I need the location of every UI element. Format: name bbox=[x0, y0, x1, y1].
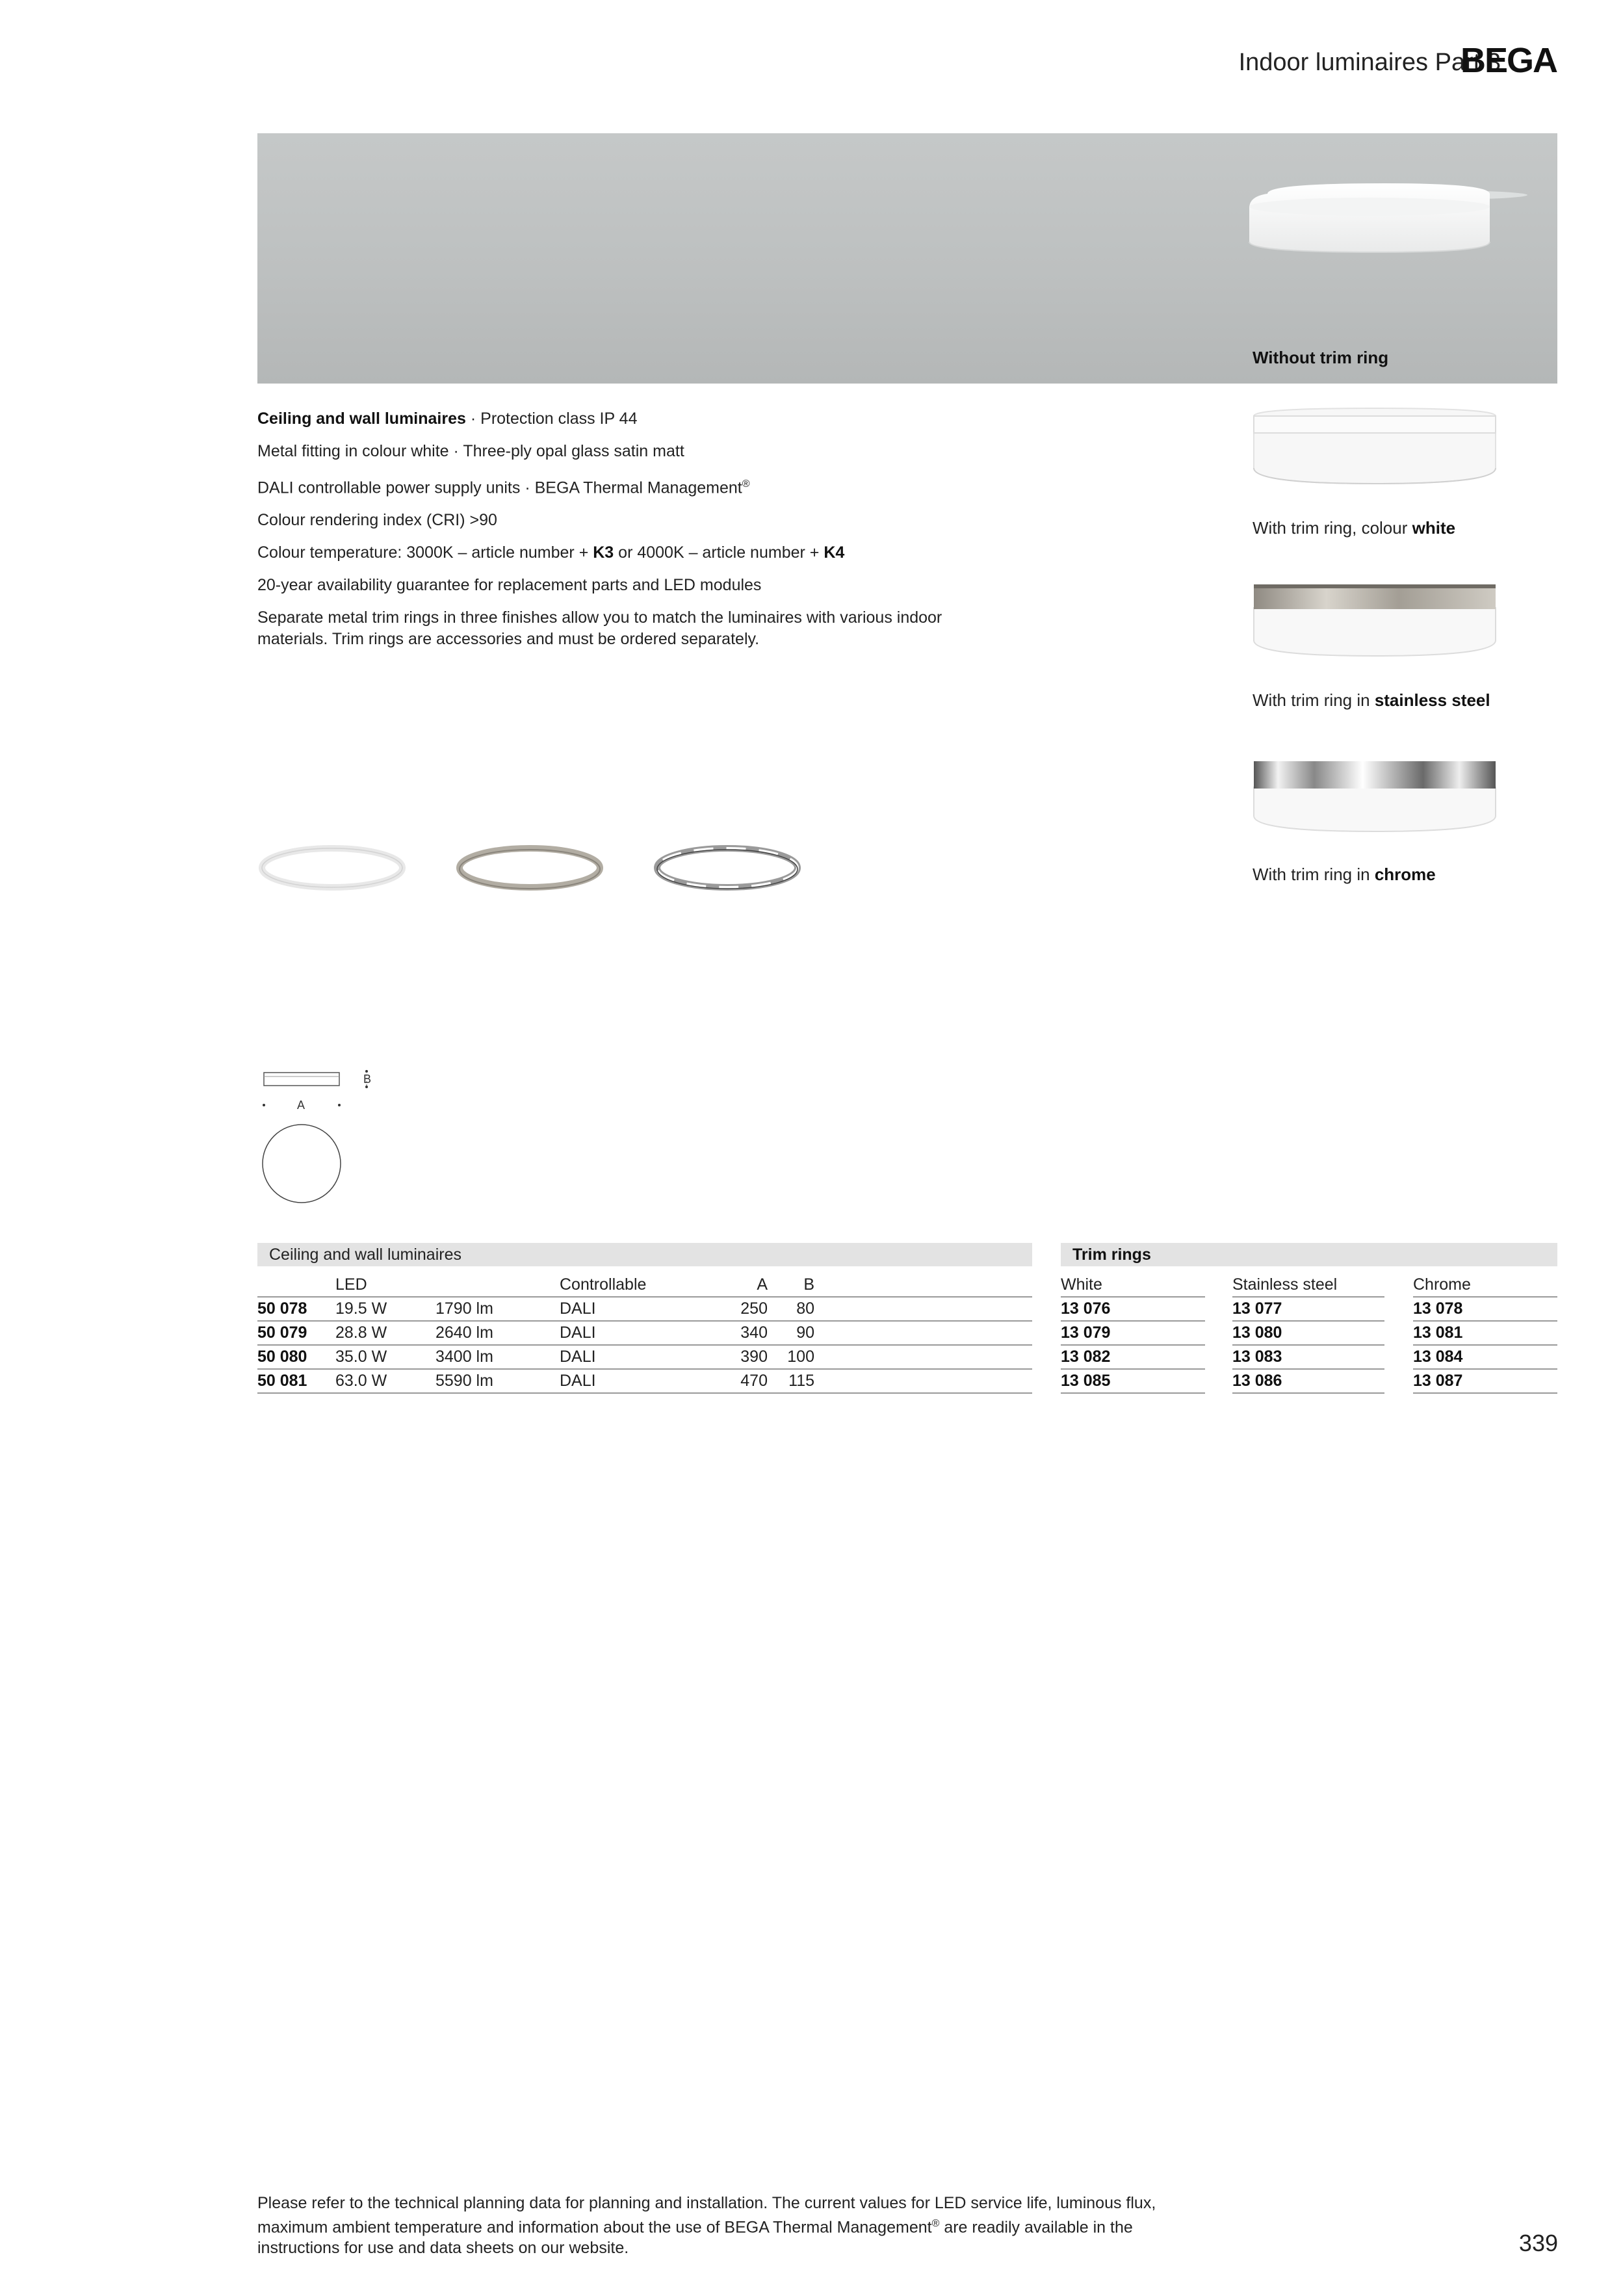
dimension-a: 470 bbox=[690, 1369, 768, 1393]
luminaire-chrome-trim-image bbox=[1251, 751, 1498, 835]
list-item: 13 078 bbox=[1413, 1298, 1557, 1322]
list-item: 13 077 bbox=[1232, 1298, 1384, 1322]
dimension-a: 250 bbox=[690, 1297, 768, 1321]
brand-logo: BEGA bbox=[1460, 41, 1557, 80]
footer-note: Please refer to the technical planning data for planning and installation. The current values for LED service life, luminous flux, maximum ambient temperature and information about the use of BEGA Thermal Management® are readily available in the instructions for use and data sheets on our website. bbox=[257, 2194, 1156, 2258]
control-type: DALI bbox=[560, 1321, 690, 1345]
product-description bbox=[257, 408, 1005, 661]
dimension-label-b: B bbox=[363, 1073, 372, 1086]
page-number: 339 bbox=[1518, 2230, 1558, 2256]
description-line-5: Colour temperature: 3000K – article number + K3 or 4000K – article number + K4 bbox=[257, 543, 845, 562]
trim-column-stainless bbox=[1232, 1273, 1384, 1394]
trim-rings-title: Trim rings bbox=[1061, 1243, 1557, 1266]
list-item: 13 080 bbox=[1232, 1322, 1384, 1346]
wattage: 63.0 W bbox=[335, 1369, 435, 1393]
luminous-flux: 2640 lm bbox=[435, 1321, 560, 1345]
dimension-b: 115 bbox=[768, 1369, 814, 1393]
article-number: 50 080 bbox=[257, 1345, 335, 1369]
trim-column-white bbox=[1061, 1273, 1205, 1394]
hero-caption: Without trim ring bbox=[1253, 348, 1389, 367]
list-item: 13 079 bbox=[1061, 1322, 1205, 1346]
article-number: 50 081 bbox=[257, 1369, 335, 1393]
dimension-b: 90 bbox=[768, 1321, 814, 1345]
trim-ring-stainless-image bbox=[455, 842, 604, 894]
luminaire-stainless-trim-image bbox=[1251, 575, 1498, 660]
luminous-flux: 5590 lm bbox=[435, 1369, 560, 1393]
header-controllable: Controllable bbox=[560, 1273, 690, 1297]
trim-rings-table bbox=[1061, 1243, 1557, 1390]
dimension-a: 390 bbox=[690, 1345, 768, 1369]
list-item: 13 082 bbox=[1061, 1346, 1205, 1370]
column-header: Stainless steel bbox=[1232, 1273, 1384, 1298]
dimension-label-a: A bbox=[297, 1099, 305, 1112]
header-led: LED bbox=[335, 1273, 435, 1297]
list-item: 13 087 bbox=[1413, 1370, 1557, 1394]
dimension-a: 340 bbox=[690, 1321, 768, 1345]
header-a: A bbox=[690, 1273, 768, 1297]
luminaire-without-trim-image bbox=[1248, 176, 1534, 260]
luminaires-table bbox=[257, 1243, 1032, 1394]
trim-ring-chrome-image bbox=[653, 842, 802, 894]
luminaire-white-trim-image bbox=[1251, 403, 1498, 488]
column-header: Chrome bbox=[1413, 1273, 1557, 1298]
luminous-flux: 1790 lm bbox=[435, 1297, 560, 1321]
description-line-3: DALI controllable power supply units · BEGA Thermal Management® bbox=[257, 478, 750, 497]
description-line-1: Ceiling and wall luminaires · Protection class IP 44 bbox=[257, 410, 638, 428]
list-item: 13 076 bbox=[1061, 1298, 1205, 1322]
variant-caption-chrome: With trim ring in chrome bbox=[1253, 865, 1436, 884]
trim-ring-white-image bbox=[257, 842, 407, 894]
dimension-b: 80 bbox=[768, 1297, 814, 1321]
luminous-flux: 3400 lm bbox=[435, 1345, 560, 1369]
list-item: 13 081 bbox=[1413, 1322, 1557, 1346]
article-number: 50 079 bbox=[257, 1321, 335, 1345]
header-b: B bbox=[768, 1273, 814, 1297]
variant-caption-white: With trim ring, colour white bbox=[1253, 518, 1456, 538]
trim-column-chrome bbox=[1413, 1273, 1557, 1394]
list-item: 13 084 bbox=[1413, 1346, 1557, 1370]
table-row bbox=[257, 1297, 1032, 1321]
wattage: 35.0 W bbox=[335, 1345, 435, 1369]
column-header: White bbox=[1061, 1273, 1205, 1298]
variant-caption-stainless: With trim ring in stainless steel bbox=[1253, 690, 1490, 710]
list-item: 13 083 bbox=[1232, 1346, 1384, 1370]
dimension-b: 100 bbox=[768, 1345, 814, 1369]
table-row bbox=[257, 1321, 1032, 1345]
list-item: 13 085 bbox=[1061, 1370, 1205, 1394]
article-number: 50 078 bbox=[257, 1297, 335, 1321]
description-line-4: Colour rendering index (CRI) >90 bbox=[257, 511, 497, 530]
description-line-7: Separate metal trim rings in three finishes allow you to match the luminaires with various indoor materials. Trim rings are accessories and must be ordered separately. bbox=[257, 608, 942, 649]
wattage: 28.8 W bbox=[335, 1321, 435, 1345]
catalog-section-title: Indoor luminaires Part 3 bbox=[1238, 49, 1501, 76]
table-row bbox=[257, 1369, 1032, 1393]
control-type: DALI bbox=[560, 1297, 690, 1321]
luminaires-table-title: Ceiling and wall luminaires bbox=[257, 1243, 1032, 1266]
table-row bbox=[257, 1345, 1032, 1369]
control-type: DALI bbox=[560, 1345, 690, 1369]
dimension-drawing bbox=[257, 1066, 387, 1222]
wattage: 19.5 W bbox=[335, 1297, 435, 1321]
control-type: DALI bbox=[560, 1369, 690, 1393]
description-line-6: 20-year availability guarantee for replacement parts and LED modules bbox=[257, 576, 762, 595]
list-item: 13 086 bbox=[1232, 1370, 1384, 1394]
description-line-2: Metal fitting in colour white · Three-ply opal glass satin matt bbox=[257, 442, 684, 460]
